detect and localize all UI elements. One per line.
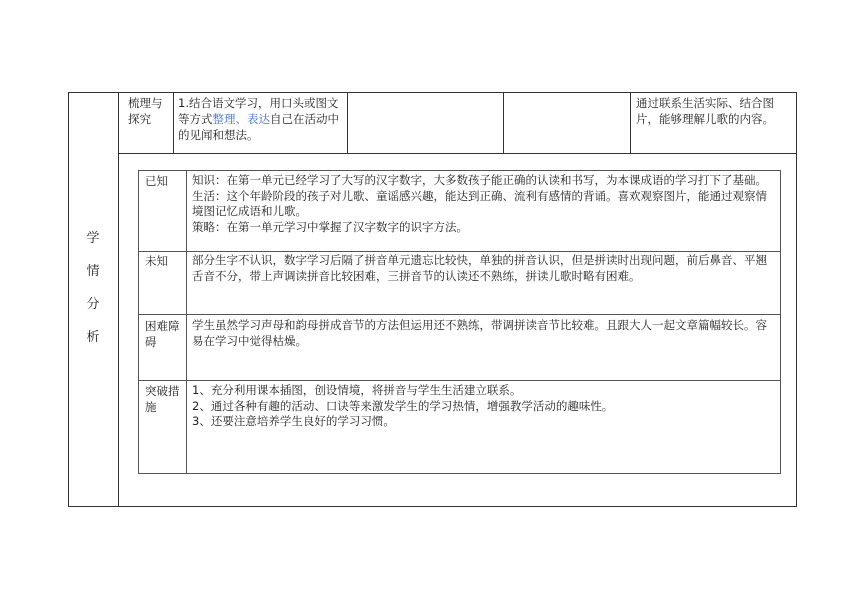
- outcome-cell: 通过联系生活实际、结合图片，能够理解儿歌的内容。: [636, 96, 774, 126]
- label-column-divider: [118, 92, 119, 507]
- section-label-char-1: 学: [86, 231, 100, 246]
- difficulty-label: 困难障碍: [145, 319, 180, 349]
- difficulty-content: [192, 318, 776, 349]
- measures-item-1: 1、充分利用课本插图，创设情境，将拼音与学生生活建立联系。: [192, 383, 522, 397]
- analysis-row-divider-1: [139, 251, 780, 252]
- category-cell: [128, 95, 170, 127]
- measures-label: 突破措施: [145, 384, 180, 414]
- top-row-divider-3: [503, 92, 504, 154]
- difficulty-text: 学生虽然学习声母和韵母拼成音节的方法但运用还不熟练，带调拼读音节比较难。且跟大人一起文章篇幅较长。容易在学习中觉得枯燥。: [192, 318, 767, 348]
- unknown-text: 部分生字不认识，数字学习后隔了拼音单元遗忘比较快，单独的拼音认识，但是拼读时出现问题，前后鼻音、平翘舌音不分，带上声调读拼音比较困难，三拼音节的认读还不熟练，拼读儿歌时略有困难。: [192, 253, 767, 283]
- known-label: 已知: [145, 174, 168, 188]
- known-knowledge-text: 知识：在第一单元已经学习了大写的汉字数字，大多数孩子能正确的认读和书写，为本课成语的学习打下了基础。: [192, 173, 767, 187]
- section-label-learner-analysis: [68, 228, 118, 360]
- analysis-column-divider: [186, 171, 187, 473]
- outer-top-border: [68, 92, 797, 93]
- unknown-label: 未知: [145, 254, 168, 268]
- unknown-content: [192, 253, 776, 284]
- goal-text-prefix: 1.结合语文学习，用口头或图文等方式: [178, 96, 339, 126]
- known-life-text: 生活：这个年龄阶段的孩子对儿歌、童谣感兴趣，能达到正确、流利有感情的背诵。喜欢观察图片，能通过观察情境图记忆成语和儿歌。: [192, 188, 767, 218]
- goal-text-suffix: 自己在活动中的见闻和想法。: [178, 112, 339, 142]
- top-row-divider-4: [630, 92, 631, 154]
- goal-highlight-text: 整理、表达: [212, 112, 270, 126]
- measures-item-3: 3、还要注意培养学生良好的学习习惯。: [192, 414, 395, 428]
- top-row-bottom-border: [118, 153, 797, 154]
- known-strategy-text: 策略：在第一单元学习中掌握了汉字数字的识字方法。: [192, 219, 468, 234]
- analysis-row-divider-3: [139, 380, 780, 381]
- measures-content: [192, 383, 776, 430]
- section-label-char-3: 分: [86, 297, 100, 312]
- section-label-char-4: 析: [86, 330, 100, 345]
- section-label-char-2: 情: [86, 264, 100, 279]
- measures-item-2: 2、通过各种有趣的活动、口诀等来激发学生的学习热情，增强教学活动的趣味性。: [192, 398, 614, 413]
- goal-cell: [178, 95, 345, 143]
- known-content: [192, 173, 776, 235]
- outer-right-border: [796, 92, 797, 507]
- category-text: 梳理与探究: [128, 96, 163, 126]
- analysis-row-divider-2: [139, 314, 780, 315]
- analysis-table: [138, 170, 781, 474]
- top-row-divider-1: [173, 92, 174, 154]
- top-row-divider-2: [347, 92, 348, 154]
- outer-bottom-border: [68, 506, 797, 507]
